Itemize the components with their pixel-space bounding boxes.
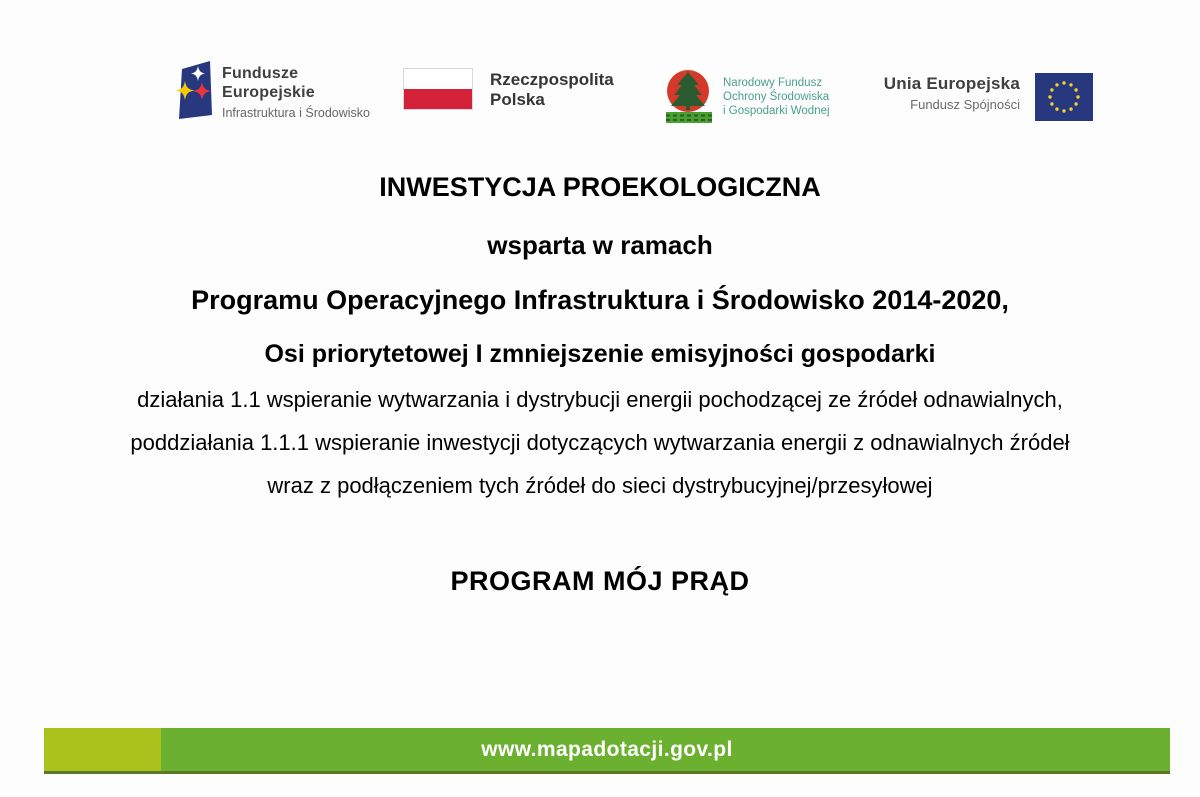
nfosigw-tree-icon	[663, 68, 715, 133]
eu-subtitle: Fundusz Spójności	[910, 97, 1020, 112]
detail-line-1: działania 1.1 wspieranie wytwarzania i dystrybucji energii pochodzącej ze źródeł odnawialnych,	[137, 387, 1063, 412]
eu-funds-subtitle: Infrastruktura i Środowisko	[222, 106, 370, 120]
program-name: PROGRAM MÓJ PRĄD	[450, 566, 750, 596]
poland-name-line2: Polska	[490, 90, 545, 109]
detail-line-3: wraz z podłączeniem tych źródeł do sieci dystrybucyjnej/przesyłowej	[267, 473, 933, 498]
footer-url: www.mapadotacji.gov.pl	[481, 737, 733, 761]
footer-bar	[44, 728, 1170, 774]
nfosigw-name-line2: Ochrony Środowiska	[723, 91, 830, 103]
eu-funds-name-line2: Europejskie	[222, 84, 315, 101]
poland-logo	[403, 68, 614, 110]
eu-funds-logo	[175, 58, 370, 129]
eu-logo-text	[820, 74, 1020, 112]
detail-line-2: poddziałania 1.1.1 wspieranie inwestycji dotyczących wytwarzania energii z odnawialnych źródeł	[130, 430, 1070, 455]
eu-flag-icon	[1035, 73, 1093, 126]
eu-name: Unia Europejska	[883, 74, 1020, 93]
nfosigw-logo-text	[723, 68, 830, 118]
program-line-2: Osi priorytetowej I zmniejszenie emisyjności gospodarki	[264, 340, 936, 368]
eu-funds-flag-icon	[175, 58, 213, 129]
main-heading: INWESTYCJA PROEKOLOGICZNA	[379, 172, 821, 202]
program-line-1: Programu Operacyjnego Infrastruktura i Środowisko 2014-2020,	[191, 285, 1009, 315]
poland-logo-text	[490, 68, 614, 110]
eu-funds-logo-text	[222, 58, 370, 120]
poland-name-line1: Rzeczpospolita	[490, 70, 614, 89]
nfosigw-name-line1: Narodowy Fundusz	[723, 77, 823, 89]
eu-funds-name-line1: Fundusze	[222, 65, 299, 82]
sub-heading: wsparta w ramach	[487, 230, 713, 260]
nfosigw-logo	[663, 68, 830, 133]
poland-flag-icon	[403, 68, 473, 110]
nfosigw-name-line3: i Gospodarki Wodnej	[723, 105, 830, 117]
